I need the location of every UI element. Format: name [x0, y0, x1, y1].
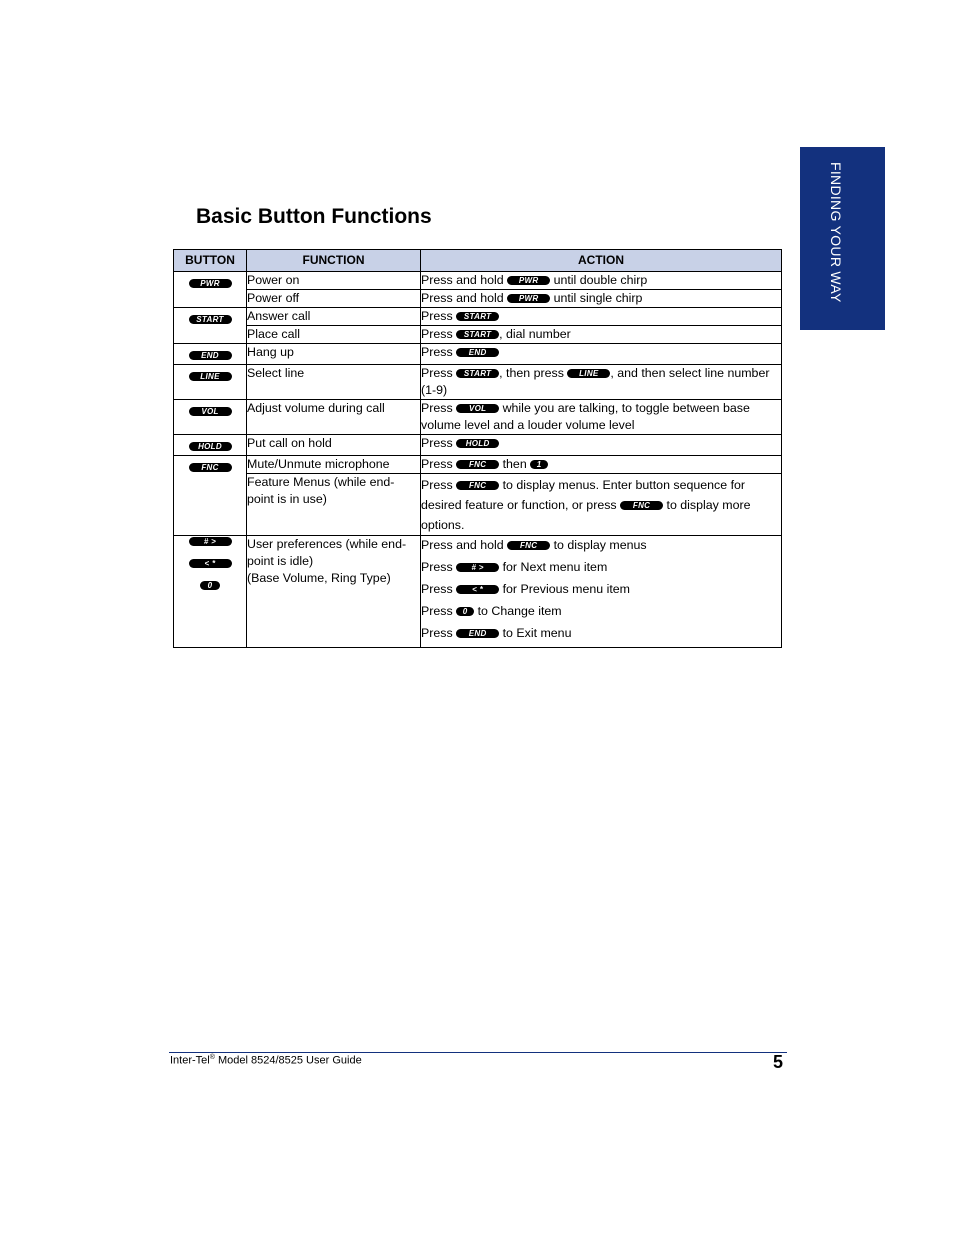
footer-divider: [169, 1052, 787, 1053]
action-text: , then press: [499, 366, 564, 380]
function-text: User preferences (while end-point is idle): [247, 537, 407, 568]
header-action: ACTION: [421, 250, 782, 272]
button-cell: [174, 400, 247, 435]
button-cell: [174, 435, 247, 456]
fnc-button-icon: FNC: [456, 460, 499, 469]
action-cell: [421, 365, 782, 400]
fnc-button-icon: FNC: [456, 481, 499, 490]
action-text: Press: [421, 345, 453, 359]
zero-button-icon: 0: [456, 607, 474, 616]
table-row: [174, 536, 782, 648]
previous-star-button-icon: < *: [456, 585, 499, 594]
action-text: to Exit menu: [502, 626, 572, 640]
previous-star-button-icon: < *: [189, 559, 232, 568]
start-button-icon: START: [456, 312, 499, 321]
table-row: [174, 290, 782, 308]
function-cell: Select line: [247, 365, 421, 400]
action-line: [421, 537, 781, 554]
page-title: Basic Button Functions: [196, 205, 432, 228]
action-line: [421, 603, 781, 620]
action-cell: [421, 456, 782, 474]
action-text: for Previous menu item: [502, 582, 630, 596]
table-row: [174, 308, 782, 326]
action-text: , and then select line number (1-9): [421, 366, 770, 397]
action-cell: [421, 326, 782, 344]
action-text: Press and hold: [421, 291, 504, 305]
table-row: [174, 365, 782, 400]
next-hash-button-icon: # >: [456, 563, 499, 572]
action-text: Press: [421, 401, 453, 415]
action-text: to display menus. Enter button sequence for desired feature or function, or press: [421, 478, 746, 512]
action-cell: [421, 435, 782, 456]
action-text: to display menus: [553, 538, 647, 552]
function-cell: Mute/Unmute microphone: [247, 456, 421, 474]
table-row: [174, 272, 782, 290]
pwr-button-icon: PWR: [507, 294, 550, 303]
action-text: Press: [421, 457, 453, 471]
button-cell: [174, 344, 247, 365]
table-row: [174, 456, 782, 474]
one-button-icon: 1: [530, 460, 548, 469]
hold-button-icon: HOLD: [189, 442, 232, 451]
start-button-icon: START: [456, 330, 499, 339]
button-cell: [174, 272, 247, 308]
action-text: while you are talking, to toggle between base volume level and a louder volume level: [421, 401, 750, 432]
button-cell: [174, 456, 247, 536]
action-text: Press: [421, 604, 453, 618]
end-button-icon: END: [189, 351, 232, 360]
action-cell: [421, 272, 782, 290]
fnc-button-icon: FNC: [189, 463, 232, 472]
line-button-icon: LINE: [189, 372, 232, 381]
table-row: [174, 435, 782, 456]
action-text: until single chirp: [553, 291, 643, 305]
zero-button-icon: 0: [200, 581, 220, 590]
action-line: [421, 559, 781, 576]
start-button-icon: START: [189, 315, 232, 324]
header-button: BUTTON: [174, 250, 247, 272]
function-cell: Place call: [247, 326, 421, 344]
table-row: [174, 474, 782, 536]
action-text: Press: [421, 626, 453, 640]
button-cell: [174, 365, 247, 400]
function-cell: Power on: [247, 272, 421, 290]
function-cell: Hang up: [247, 344, 421, 365]
action-text: Press and hold: [421, 538, 504, 552]
footer-guide-title: [170, 1054, 362, 1067]
footer-guide-name: Model 8524/8525 User Guide: [214, 1054, 362, 1067]
registered-mark: ®: [209, 1054, 215, 1061]
action-text: Press and hold: [421, 273, 504, 287]
action-text: for Next menu item: [502, 560, 608, 574]
action-cell: [421, 474, 782, 536]
table-row: [174, 344, 782, 365]
action-line: [421, 625, 781, 642]
function-cell: Adjust volume during call: [247, 400, 421, 435]
pwr-button-icon: PWR: [189, 279, 232, 288]
action-text: , dial number: [499, 327, 571, 341]
action-text: Press: [421, 560, 453, 574]
hold-button-icon: HOLD: [456, 439, 499, 448]
action-text: Press: [421, 582, 453, 596]
action-cell: [421, 344, 782, 365]
next-hash-button-icon: # >: [189, 537, 232, 546]
header-function: FUNCTION: [247, 250, 421, 272]
function-cell: Power off: [247, 290, 421, 308]
action-text: Press: [421, 327, 453, 341]
table-row: [174, 400, 782, 435]
action-line: [421, 581, 781, 598]
page-number: 5: [773, 1052, 784, 1072]
action-text: then: [502, 457, 527, 471]
action-text: to display more options.: [421, 498, 751, 532]
end-button-icon: END: [456, 348, 499, 357]
function-cell: Answer call: [247, 308, 421, 326]
fnc-button-icon: FNC: [620, 501, 663, 510]
fnc-button-icon: FNC: [507, 541, 550, 550]
end-button-icon: END: [456, 629, 499, 638]
action-text: Press: [421, 309, 453, 323]
line-button-icon: LINE: [567, 369, 610, 378]
action-text: until double chirp: [553, 273, 648, 287]
action-cell: [421, 308, 782, 326]
function-cell: [247, 536, 421, 648]
table-header-row: [174, 250, 782, 272]
start-button-icon: START: [456, 369, 499, 378]
function-text: (Base Volume, Ring Type): [247, 571, 391, 585]
button-functions-table: [173, 249, 782, 648]
action-text: Press: [421, 436, 453, 450]
button-cell: [174, 308, 247, 344]
table-row: [174, 326, 782, 344]
action-cell: [421, 536, 782, 648]
function-cell: Feature Menus (while end-point is in use): [247, 474, 421, 536]
action-text: Press: [421, 366, 453, 380]
vol-button-icon: VOL: [189, 407, 232, 416]
action-text: Press: [421, 478, 453, 492]
action-cell: [421, 290, 782, 308]
button-cell: [174, 536, 247, 648]
pwr-button-icon: PWR: [507, 276, 550, 285]
footer-brand: Inter-Tel: [170, 1054, 210, 1067]
vol-button-icon: VOL: [456, 404, 499, 413]
section-side-tab: [800, 147, 885, 330]
action-text: to Change item: [477, 604, 562, 618]
section-tab-label: FINDING YOUR WAY: [828, 162, 844, 303]
function-cell: Put call on hold: [247, 435, 421, 456]
action-cell: [421, 400, 782, 435]
